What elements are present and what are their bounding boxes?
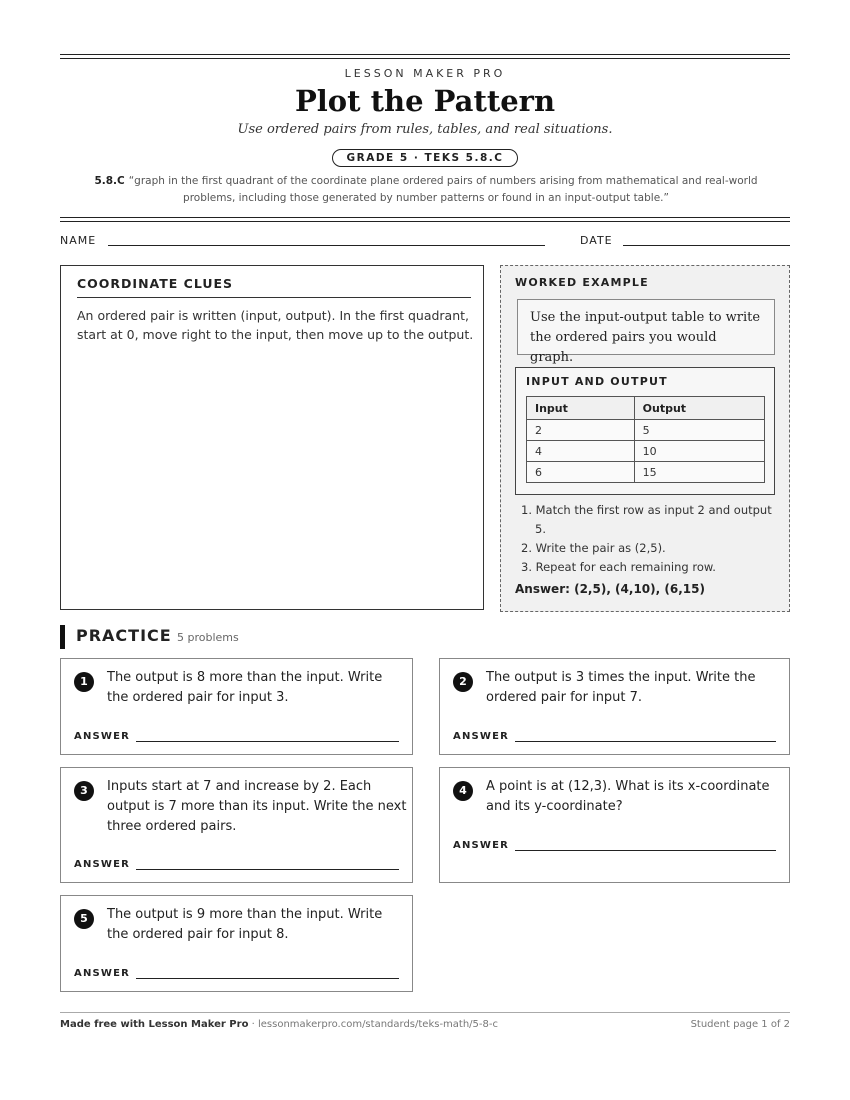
footer-page-number: Student page 1 of 2	[690, 1019, 790, 1030]
standard-code: 5.8.C	[94, 175, 125, 187]
grade-badge: GRADE 5 · TEKS 5.8.C	[332, 149, 519, 167]
header-bottom-rule	[60, 217, 790, 222]
date-field[interactable]	[623, 245, 790, 246]
problem-number-badge: 1	[74, 672, 94, 692]
column-header-input: Input	[527, 397, 635, 420]
page-title: Plot the Pattern	[294, 84, 556, 118]
problem-text: Inputs start at 7 and increase by 2. Each output is 7 more than its input. Write the next three ordered pairs.	[107, 779, 407, 834]
worked-example-answer: Answer: (2,5), (4,10), (6,15)	[515, 582, 705, 596]
footer-credit	[60, 1019, 498, 1030]
practice-title: PRACTICE	[76, 626, 172, 645]
input-output-heading: INPUT AND OUTPUT	[526, 375, 668, 388]
answer-label: ANSWER	[453, 840, 510, 851]
answer-label: ANSWER	[74, 731, 131, 742]
problem-card-1	[60, 658, 413, 755]
grade-badge-wrap	[0, 146, 850, 167]
table-cell: 5	[634, 420, 764, 441]
footer-made-with: Made free with Lesson Maker Pro	[60, 1019, 249, 1030]
table-cell: 2	[527, 420, 635, 441]
problem-number-badge: 4	[453, 781, 473, 801]
header-top-rule	[60, 54, 790, 59]
answer-field-3[interactable]	[136, 869, 399, 870]
step-item: 3. Repeat for each remaining row.	[521, 560, 716, 574]
column-header-output: Output	[634, 397, 764, 420]
input-output-box	[515, 367, 775, 495]
practice-accent-bar	[60, 625, 65, 649]
answer-field-1[interactable]	[136, 741, 399, 742]
table-row	[527, 420, 765, 441]
worked-example-prompt: Use the input-output table to write the ordered pairs you would graph.	[517, 299, 775, 355]
problem-text: A point is at (12,3). What is its x-coordinate and its y-coordinate?	[486, 779, 770, 814]
problem-number-badge: 5	[74, 909, 94, 929]
worked-example-heading: WORKED EXAMPLE	[515, 276, 649, 289]
practice-count: 5 problems	[177, 631, 239, 644]
clues-heading: COORDINATE CLUES	[77, 276, 471, 298]
table-row	[527, 441, 765, 462]
step-item: 2. Write the pair as (2,5).	[521, 541, 666, 555]
answer-field-5[interactable]	[136, 978, 399, 979]
footer-rule	[60, 1012, 790, 1013]
coordinate-clues-panel	[60, 265, 484, 610]
problem-card-4	[439, 767, 790, 883]
worked-example-steps	[517, 501, 777, 577]
brand-name: LESSON MAKER PRO	[344, 67, 506, 80]
problem-text: The output is 8 more than the input. Write the ordered pair for input 3.	[107, 670, 383, 705]
problem-card-2	[439, 658, 790, 755]
problem-text: The output is 3 times the input. Write the ordered pair for input 7.	[486, 670, 756, 705]
answer-label: ANSWER	[74, 968, 131, 979]
problem-number-badge: 2	[453, 672, 473, 692]
answer-field-2[interactable]	[515, 741, 776, 742]
table-cell: 15	[634, 462, 764, 483]
clues-body: An ordered pair is written (input, output). In the first quadrant, start at 0, move right to the input, then move up to the output.	[77, 308, 474, 342]
step-item: 1. Match the first row as input 2 and output 5.	[521, 503, 772, 536]
input-output-table	[526, 396, 765, 483]
problem-card-5	[60, 895, 413, 992]
page-subtitle: Use ordered pairs from rules, tables, and real situations.	[237, 122, 613, 137]
standard-text: “graph in the first quadrant of the coordinate plane ordered pairs of numbers arising from mathematical and real-world problems, including those generated by number patterns or found in an input-output table.”	[128, 175, 758, 204]
name-label: NAME	[60, 234, 97, 247]
problem-text: The output is 9 more than the input. Write the ordered pair for input 8.	[107, 907, 383, 942]
date-label: DATE	[580, 234, 613, 247]
problem-card-3	[60, 767, 413, 883]
table-cell: 6	[527, 462, 635, 483]
answer-field-4[interactable]	[515, 850, 776, 851]
table-cell: 4	[527, 441, 635, 462]
footer-url: · lessonmakerpro.com/standards/teks-math/5-8-c	[248, 1019, 498, 1030]
standard-description	[86, 173, 766, 207]
table-cell: 10	[634, 441, 764, 462]
problem-number-badge: 3	[74, 781, 94, 801]
answer-label: ANSWER	[74, 859, 131, 870]
table-header-row	[527, 397, 765, 420]
answer-label: ANSWER	[453, 731, 510, 742]
name-field[interactable]	[108, 245, 545, 246]
worked-example-panel	[500, 265, 790, 612]
table-row	[527, 462, 765, 483]
